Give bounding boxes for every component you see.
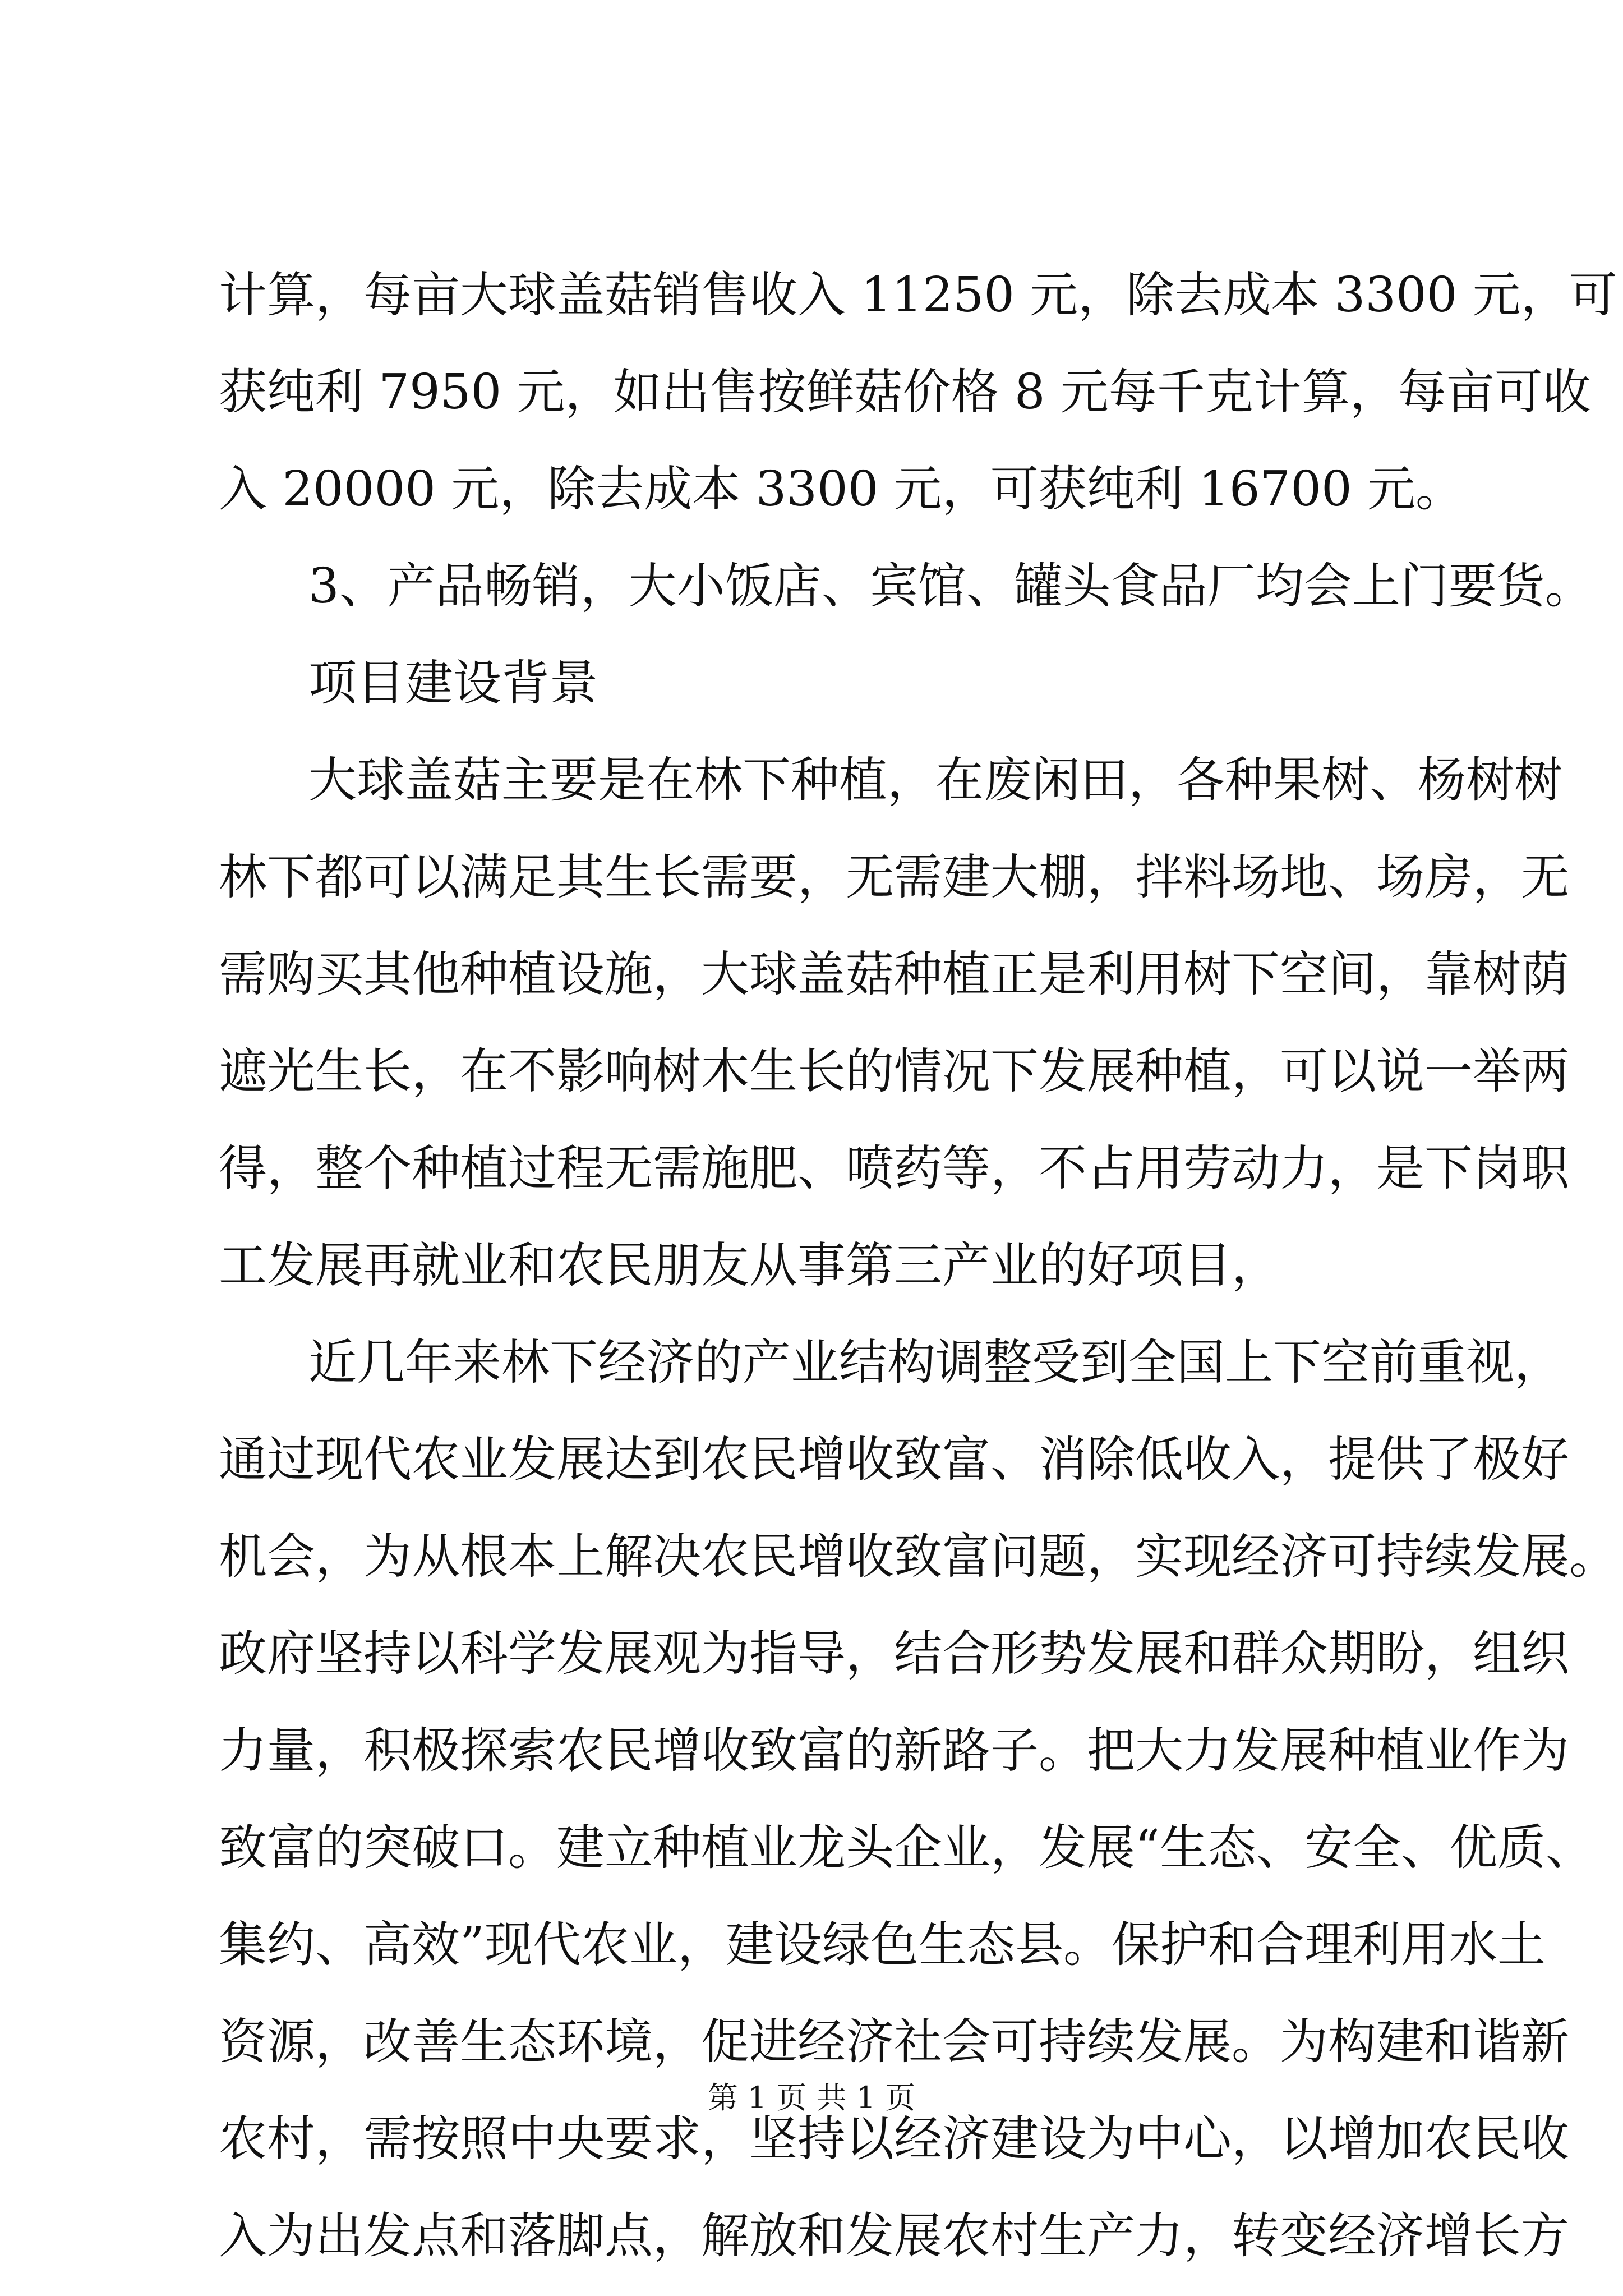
text-line: 遮光生长，在不影响树木生长的情况下发展种植，可以说一举两: [219, 1043, 1569, 1099]
text-line: 近几年来林下经济的产业结构调整受到全国上下空前重视，: [308, 1335, 1562, 1391]
text-line: 入 20000 元，除去成本 3300 元，可获纯利 16700 元。: [219, 461, 1464, 517]
text-line: 集约、高效”现代农业，建设绿色生态县。保护和合理利用水土: [219, 1917, 1546, 1973]
text-line: 资源，改善生态环境，促进经济社会可持续发展。为构建和谐新: [219, 2014, 1569, 2070]
text-line: 大球盖菇主要是在林下种植，在废闲田，各种果树、杨树树: [308, 752, 1562, 808]
text-line: 林下都可以满足其生长需要，无需建大棚，拌料场地、场房，无: [219, 849, 1569, 905]
text-line: 获纯利 7950 元，如出售按鲜菇价格 8 元每千克计算，每亩可收: [219, 364, 1591, 420]
text-line: 得，整个种植过程无需施肥、喷药等，不占用劳动力，是下岗职: [219, 1140, 1569, 1197]
text-line: 需购买其他种植设施，大球盖菇种植正是利用树下空间，靠树荫: [219, 946, 1569, 1002]
text-line: 政府坚持以科学发展观为指导，结合形势发展和群众期盼，组织: [219, 1626, 1569, 1682]
text-line: 工发展再就业和农民朋友从事第三产业的好项目，: [219, 1237, 1280, 1294]
page-number-footer: 第 1 页 共 1 页: [707, 2080, 916, 2115]
list-item: 3、产品畅销，大小饭店、宾馆、罐头食品厂均会上门要货。: [308, 558, 1593, 614]
text-line: 计算，每亩大球盖菇销售收入 11250 元，除去成本 3300 元，可: [219, 267, 1617, 323]
text-line: 通过现代农业发展达到农民增收致富、消除低收入，提供了极好: [219, 1432, 1569, 1488]
section-heading: 项目建设背景: [308, 655, 598, 711]
text-line: 入为出发点和落脚点，解放和发展农村生产力，转变经济增长方: [219, 2208, 1569, 2264]
text-line: 致富的突破口。建立种植业龙头企业，发展“生态、安全、优质、: [219, 1820, 1594, 1876]
text-line: 力量，积极探索农民增收致富的新路子。把大力发展种植业作为: [219, 1723, 1569, 1779]
document-body: [219, 247, 1617, 2285]
text-line: 农村，需按照中央要求，坚持以经济建设为中心，以增加农民收: [219, 2111, 1569, 2167]
text-line: 机会，为从根本上解决农民增收致富问题，实现经济可持续发展。: [219, 1529, 1617, 1585]
